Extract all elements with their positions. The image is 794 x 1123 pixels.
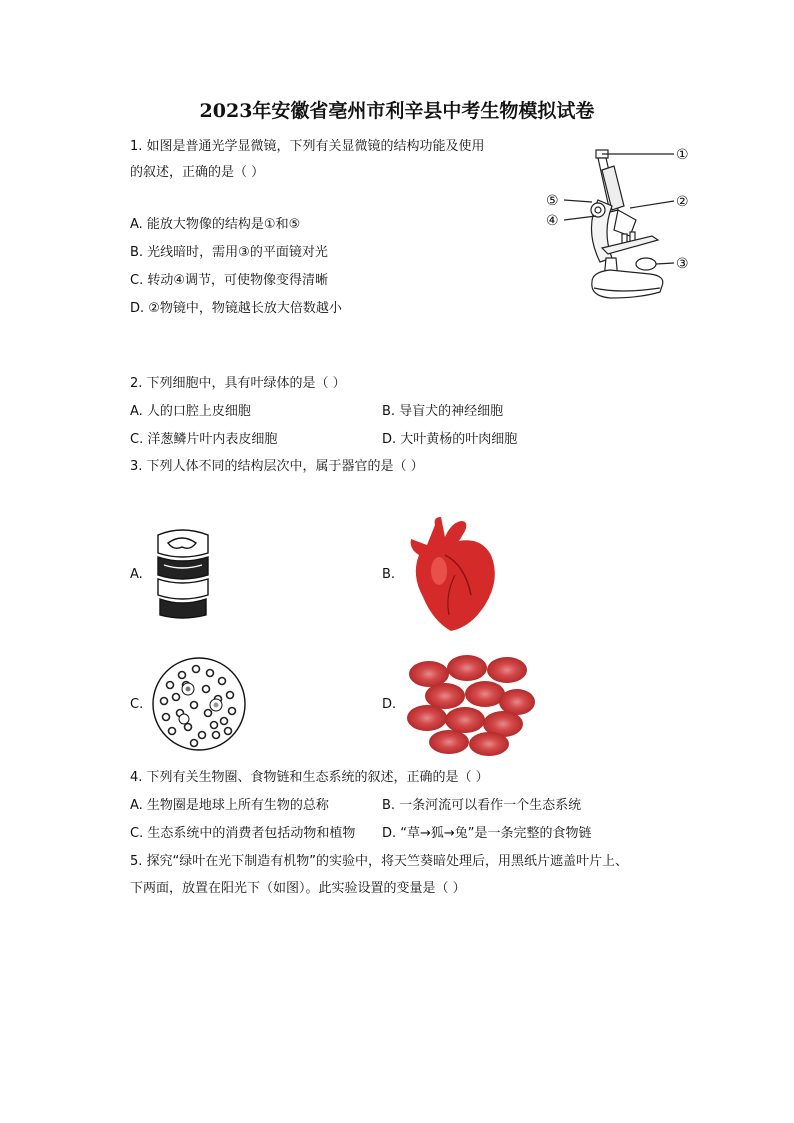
page-title: 2023年安徽省亳州市利辛县中考生物模拟试卷 bbox=[199, 100, 595, 122]
q3-option-a: A. bbox=[130, 567, 143, 582]
q4-option-b: B. 一条河流可以看作一个生态系统 bbox=[382, 798, 582, 813]
q4-option-a: A. 生物圈是地球上所有生物的总称 bbox=[130, 798, 329, 813]
microscope-figure bbox=[540, 140, 705, 310]
blood-smear-image bbox=[150, 655, 248, 753]
q3-option-b: B. bbox=[382, 567, 396, 582]
spinal-structure-image bbox=[150, 525, 215, 620]
label-5: ⑤ bbox=[546, 193, 559, 209]
q5-stem-line1: 5. 探究“绿叶在光下制造有机物”的实验中，将天竺葵暗处理后，用黑纸片遮盖叶片上、 bbox=[130, 854, 629, 869]
q5-stem-line2: 下两面，放置在阳光下（如图）。此实验设置的变量是（ ） bbox=[130, 881, 466, 896]
q3-option-d: D. bbox=[382, 697, 397, 712]
q2-stem: 2. 下列细胞中，具有叶绿体的是（ ） bbox=[130, 376, 346, 391]
heart-image bbox=[405, 515, 505, 635]
q1-stem-line2: 的叙述，正确的是（ ） bbox=[130, 165, 265, 180]
q2-option-b: B. 导盲犬的神经细胞 bbox=[382, 404, 504, 419]
label-2: ② bbox=[676, 194, 689, 210]
q3-stem: 3. 下列人体不同的结构层次中，属于器官的是（ ） bbox=[130, 459, 424, 474]
red-blood-cells-image bbox=[405, 652, 535, 757]
q4-option-c: C. 生态系统中的消费者包括动物和植物 bbox=[130, 826, 356, 841]
q3-option-c: C. bbox=[130, 697, 144, 712]
q2-option-c: C. 洋葱鳞片叶内表皮细胞 bbox=[130, 432, 278, 447]
label-4: ④ bbox=[546, 213, 559, 229]
q4-option-d: D. “草→狐→兔”是一条完整的食物链 bbox=[382, 826, 592, 841]
q1-stem-line1: 1. 如图是普通光学显微镜，下列有关显微镜的结构功能及使用 bbox=[130, 139, 485, 154]
q1-option-b: B. 光线暗时，需用③的平面镜对光 bbox=[130, 245, 328, 260]
label-1: ① bbox=[676, 147, 689, 163]
label-3: ③ bbox=[676, 256, 689, 272]
q4-stem: 4. 下列有关生物圈、食物链和生态系统的叙述，正确的是（ ） bbox=[130, 770, 489, 785]
q2-option-d: D. 大叶黄杨的叶肉细胞 bbox=[382, 432, 518, 447]
q1-option-d: D. ②物镜中，物镜越长放大倍数越小 bbox=[130, 301, 342, 316]
q1-option-c: C. 转动④调节，可使物像变得清晰 bbox=[130, 273, 328, 288]
q2-option-a: A. 人的口腔上皮细胞 bbox=[130, 404, 251, 419]
q1-option-a: A. 能放大物像的结构是①和⑤ bbox=[130, 217, 301, 232]
